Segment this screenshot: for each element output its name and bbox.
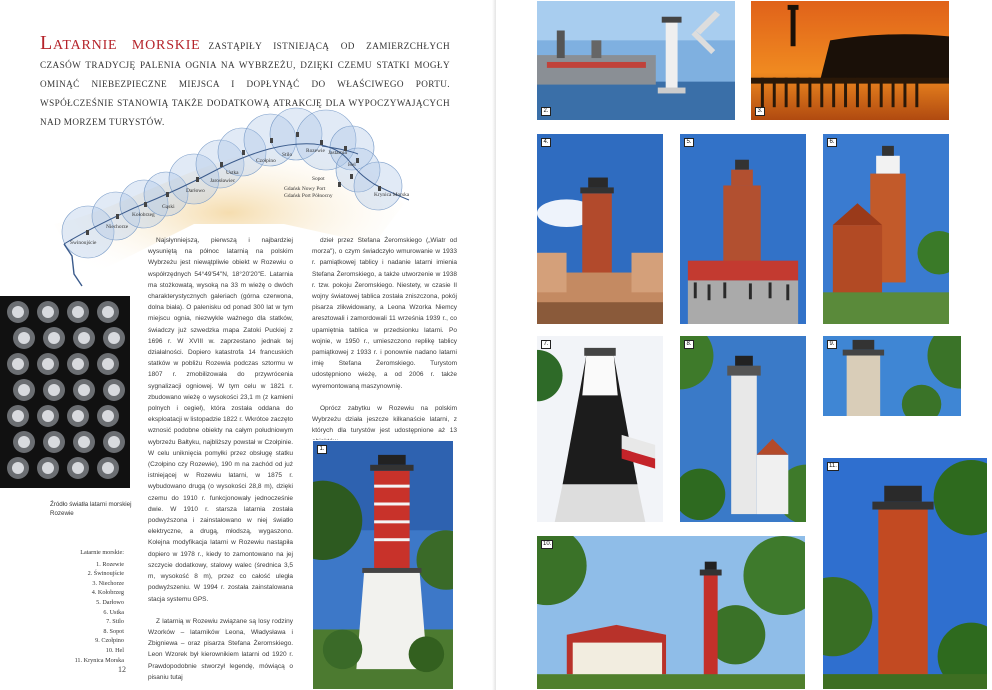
lens-element bbox=[72, 358, 84, 370]
lens-element bbox=[108, 332, 120, 344]
lens-element bbox=[18, 332, 30, 344]
index-item: 3. Niechorze bbox=[92, 579, 124, 587]
lens-element bbox=[42, 410, 54, 422]
text-column-2 bbox=[312, 235, 457, 459]
lens-element bbox=[18, 384, 30, 396]
lens-element bbox=[102, 462, 114, 474]
photo-number: 9. bbox=[827, 340, 837, 349]
index-item: 10. Hel bbox=[105, 646, 124, 654]
lens-element bbox=[12, 306, 24, 318]
text-column-1 bbox=[148, 235, 293, 690]
map-label-gdansk-nowy-port: Gdańsk Nowy Port bbox=[284, 186, 326, 192]
map-label-krynica-morska: Krynica Morska bbox=[374, 192, 410, 198]
map-label-jaroslawiec: Jarosławiec bbox=[210, 178, 236, 184]
lens-element bbox=[48, 384, 60, 396]
photo-1-rozewie bbox=[312, 440, 454, 690]
paragraph: Najsłynniejszą, pierwszą i najbardziej wysuniętą na północ latarnią na polskim Wybrzeżu jest niewątpliwie obiekt w Rozewiu o współrzędnych 54°49'54"N, 18°20'20"E. Latarnia ma stożkowatą, wysoką na 33 m wieżę o dwóch charakterystycznych galeriach (górna czerwona, dolna biała). O palenisku od ponad 300 lat w tym miejscu ognia, niezwykle ważnego dla statków, świadczy już szwedzka mapa Zatoki Puckiej z 1696 r. W XVIII w. zaprzestano jednak tej działalności. Dopiero katastrofa 14 francuskich statków w pobliżu Rozewia podczas sztormu w 1807 r. zmobilizowała do przywrócenia sygnalizacji ogniowej. W tym celu w 1821 r. zbudowano wieżę o wysokości 23,1 m (z kamieni polnych i cegieł), która została oddana do eksploatacji w listopadzie 1822 r. Wkrótce zaczęto wznosić podobne obiekty na całym południowym wybrzeżu Bałtyku, najbliższy powstał w Czołpinie. W celu uniknięcia pomyłki przez obsługę statku (Czołpino czy Rozewie), 190 m na zachód od już istniejącej w Rozewiu latarni, w 1875 r. wybudowano drugą (o wysokości 28,8 m), dzięki czemu do 1910 r. funkcjonowały jednocześnie dwie. W 1910 r. starsza latarnia została podwyższona i zainstalowano w niej światło elektryczne, a drugą, młodszą, wygaszono. Kolejna modyfikacja latarni w Rozewiu nastąpiła dopiero w 1978 r., kiedy to zamontowano na jej szczycie dodatkowy, stalowy walec (średnica 3,5 m, wysokość 8 m), przez co całość uległa podwyższeniu. W 1994 r. została zainstalowana stacja systemu GPS. bbox=[148, 237, 293, 603]
map-label-hel: Hel bbox=[348, 162, 356, 168]
right-page bbox=[496, 0, 992, 690]
paragraph: Oprócz zabytku w Rozewiu na polskim Wybrzeżu działa jeszcze kilkanaście latarni, z których dla turystów jest udostępnione aż 13 bbox=[312, 404, 457, 435]
lens-element bbox=[42, 358, 54, 370]
index-item: 6. Ustka bbox=[103, 608, 124, 616]
photo-8-lighthouse bbox=[679, 335, 807, 523]
index-item: 8. Sopot bbox=[103, 627, 124, 635]
index-item: 7. Stilo bbox=[106, 618, 124, 626]
lens-element bbox=[18, 436, 30, 448]
lens-element bbox=[102, 358, 114, 370]
index-item: 5. Darłowo bbox=[96, 598, 124, 606]
map-label-swinoujscie: Świnoujście bbox=[70, 240, 97, 246]
photo-number: 7. bbox=[541, 340, 551, 349]
map-label-sopot: Sopot bbox=[312, 176, 325, 182]
title-lead: ZASTĄPIŁY ISTNIEJĄCĄ OD ZAMIERZCHŁYCH CZASÓW TRADYCJĘ PALENIA OGNIA NA WYBRZEŻU, DZIĘKI CZEMU STATKI MOGŁY OMINĄĆ NIEBEZPIECZNE MIEJSCA I DOPŁYNĄĆ DO WŁAŚCIWEGO PORTU. WSPÓŁCZEŚNIE STANOWIĄ TAKŻE DODATKOWĄ ATRAKCJĘ DLA WYPOCZYWAJĄCYCH NAD MORZEM TURYSTÓW. bbox=[40, 41, 450, 127]
index-item: 1. Rozewie bbox=[96, 560, 124, 568]
map-label-darlowo: Darłowo bbox=[186, 188, 205, 194]
map-label-niechorze: Niechorze bbox=[106, 224, 129, 230]
photo-5-kolobrzeg bbox=[679, 133, 807, 325]
photo-number: 4. bbox=[541, 138, 551, 147]
lamp-caption: Źródło światła latarni morskiej Rozewie bbox=[50, 501, 132, 517]
photo-number: 10. bbox=[543, 541, 552, 547]
photo-2-swinoujscie bbox=[536, 0, 736, 121]
paragraph: dzieł przez Stefana Żeromskiego („Wiatr od morza"), o czym świadczyło wmurowanie w 1933 r. pamiątkowej tablicy i nadanie latarni imienia Stefana Żeromskiego, a także utworzenie w 1938 r. tzw. pokoju Żeromskiego. Niestety, w czasie II wojny światowej tablica została zniszczona, pokój pisarza zlikwidowany, a Leona Wzorka Niemcy aresztowali i zamordowali 11 września 1939 r., co upamiętnia tablica w przedsionku latarni. Po wojnie, w 1950 r., umieszczono replikę tablicy pamiątkowej z 1933 r. i ponownie nadano latarni imię Stefana Żeromskiego. Turystom udostępniono wieżę, a od 2006 r. także wyremontowaną maszynownię. bbox=[312, 237, 457, 390]
lamp-photo bbox=[0, 296, 130, 488]
photo-number: 8. bbox=[684, 340, 694, 349]
lens-element bbox=[72, 462, 84, 474]
photo-7-ustka bbox=[536, 335, 664, 523]
map-label-stilo: Stilo bbox=[282, 152, 293, 158]
lens-element bbox=[102, 410, 114, 422]
lighthouse-index bbox=[60, 548, 124, 665]
index-item: 9. Czołpino bbox=[95, 637, 124, 645]
lens-element bbox=[72, 410, 84, 422]
photo-3-sunset bbox=[750, 0, 950, 121]
photo-6-darlowo bbox=[822, 133, 950, 325]
map-label-gaski: Gąski bbox=[162, 204, 175, 210]
lens-element bbox=[42, 306, 54, 318]
photo-number: 11. bbox=[829, 463, 837, 469]
photo-10-hel bbox=[536, 535, 806, 690]
lens-element bbox=[48, 436, 60, 448]
photo-number: 1. bbox=[317, 445, 327, 454]
lens-element bbox=[42, 462, 54, 474]
photo-11-krynica-morska bbox=[822, 457, 988, 690]
lens-element bbox=[108, 384, 120, 396]
lens-element bbox=[72, 306, 84, 318]
index-item: 11. Krynica Morska bbox=[74, 656, 124, 664]
photo-number: 6. bbox=[827, 138, 837, 147]
photo-9-czolpino bbox=[822, 335, 962, 417]
lens-element bbox=[108, 436, 120, 448]
lens-element bbox=[78, 332, 90, 344]
lens-element bbox=[12, 462, 24, 474]
photo-number: 5. bbox=[684, 138, 694, 147]
paragraph: Z latarnią w Rozewiu związane są losy rodziny Wzorków – latarników Leona, Władysława i Zbigniewa – oraz pisarza Stefana Żeromskiego. Leon Wzorek był kierownikiem latarni od 1920 r. Prawdopodobnie stworzył legendę, mówiącą o pisaniu tutaj bbox=[148, 617, 293, 681]
map-label-jastarnia: Jastarnia bbox=[328, 150, 347, 156]
photo-4-niechorze bbox=[536, 133, 664, 325]
lens-element bbox=[48, 332, 60, 344]
map-label-gdansk-port-polnocny: Gdańsk Port Północny bbox=[284, 193, 333, 199]
photo-number: 3. bbox=[755, 107, 765, 116]
lens-element bbox=[12, 358, 24, 370]
photo-number: 2. bbox=[541, 107, 551, 116]
title-heading: Latarnie morskie bbox=[40, 32, 201, 54]
lens-element bbox=[78, 436, 90, 448]
map-label-ustka: Ustka bbox=[226, 170, 239, 176]
map-label-kolobrzeg: Kołobrzeg bbox=[132, 212, 155, 218]
map-label-rozewie: Rozewie bbox=[306, 148, 325, 154]
lens-element bbox=[78, 384, 90, 396]
index-heading: Latarnie morskie: bbox=[80, 549, 124, 556]
index-item: 2. Świnoujście bbox=[87, 570, 124, 578]
map-label-czolpino: Czołpino bbox=[256, 158, 276, 164]
index-item: 4. Kołobrzeg bbox=[91, 589, 124, 597]
lens-element bbox=[12, 410, 24, 422]
page-number: 12 bbox=[118, 665, 126, 674]
lens-element bbox=[102, 306, 114, 318]
